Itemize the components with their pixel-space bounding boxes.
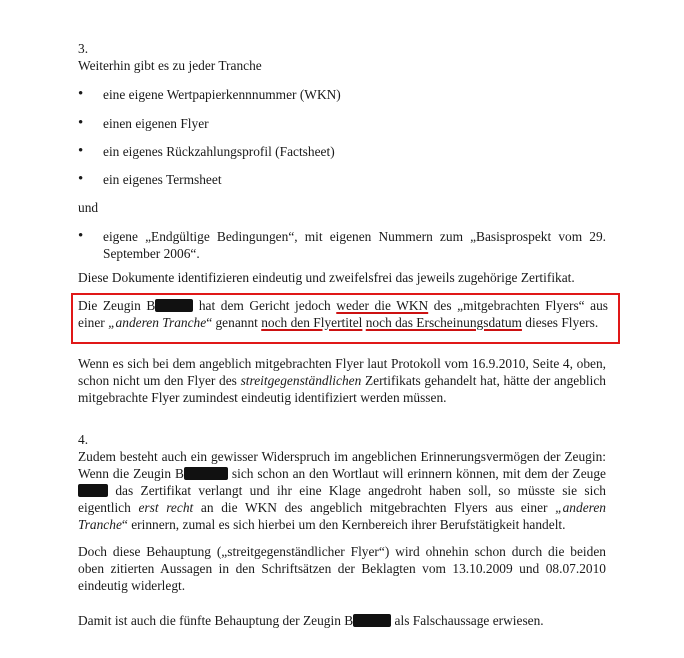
- redaction-bar: [353, 614, 391, 627]
- documents-paragraph: Diese Dokumente identifizieren eindeutig und zweifelsfrei das jeweils zugehörige Zertifikat.: [78, 270, 575, 285]
- bullet-marker: •: [78, 228, 84, 244]
- underline-erscheinungsdatum: noch das Erscheinungsdatum: [365, 315, 522, 330]
- redaction-bar: [78, 484, 108, 497]
- underline-wkn: weder die WKN: [336, 298, 429, 313]
- redaction-bar: [184, 467, 228, 480]
- widerspruch-paragraph: Zudem besteht auch ein gewisser Widerspruch im angeblichen Erinnerungsvermögen der Zeugin: Wenn die Zeugin B sich schon an den Wortlaut will erinnern können, mit dem der Zeuge das Zertifikat verlangt und ihr eine Klage angedroht haben soll, so müsste sie sich eigentlich erst recht an die WKN des angeblich mitgebrachten Flyers aus einer „anderen Tranche“ erinnern, zumal es sich hierbei um den Kernbereich ihrer Berufstätigkeit handelt.: [78, 449, 606, 532]
- bullet-item: ein eigenes Termsheet: [103, 172, 222, 187]
- bullet-marker: •: [78, 171, 84, 187]
- highlighted-paragraph: Die Zeugin B hat dem Gericht jedoch weder die WKN des „mitgebrachten Flyers“ aus einer „anderen Tranche“ genannt noch den Flyertitel noch das Erscheinungsdatum dieses Flyers.: [78, 298, 609, 330]
- bullet-marker: •: [78, 115, 84, 131]
- bullet-marker: •: [78, 86, 84, 102]
- section-4-number: 4.: [78, 432, 89, 447]
- bullet-item: eine eigene Wertpapierkennnummer (WKN): [103, 87, 341, 102]
- bullet-item: einen eigenen Flyer: [103, 116, 209, 131]
- section-3-intro: Weiterhin gibt es zu jeder Tranche: [78, 58, 262, 73]
- connector-und: und: [78, 200, 99, 215]
- underline-flyertitel: noch den Flyertitel: [261, 315, 363, 330]
- redaction-bar: [155, 299, 193, 312]
- section-3-number: 3.: [78, 41, 89, 56]
- bullet-item: ein eigenes Rückzahlungsprofil (Factsheet): [103, 144, 335, 159]
- wenn-paragraph: Wenn es sich bei dem angeblich mitgebrachten Flyer laut Protokoll vom 16.9.2010, Seite 4, oben, schon nicht um den Flyer des streitgegenständlichen Zertifikats gehandelt hat, hätte der angeblich mitgebrachte Flyer zumindest eindeutig identifiziert werden müssen.: [78, 356, 606, 405]
- bullet-item-endgueltige-bedingungen: eigene „Endgültige Bedingungen“, mit eigenen Nummern zum „Basisprospekt vom 29. September 2006“.: [103, 229, 606, 261]
- behauptung-paragraph: Doch diese Behauptung („streitgegenständlicher Flyer“) wird ohnehin schon durch die beiden oben zitierten Aussagen in den Schriftsätzen der Beklagten vom 13.10.2009 und 08.07.2010 eindeutig widerlegt.: [78, 544, 606, 593]
- bullet-marker: •: [78, 143, 84, 159]
- conclusion-paragraph: Damit ist auch die fünfte Behauptung der Zeugin B als Falschaussage erwiesen.: [78, 613, 544, 628]
